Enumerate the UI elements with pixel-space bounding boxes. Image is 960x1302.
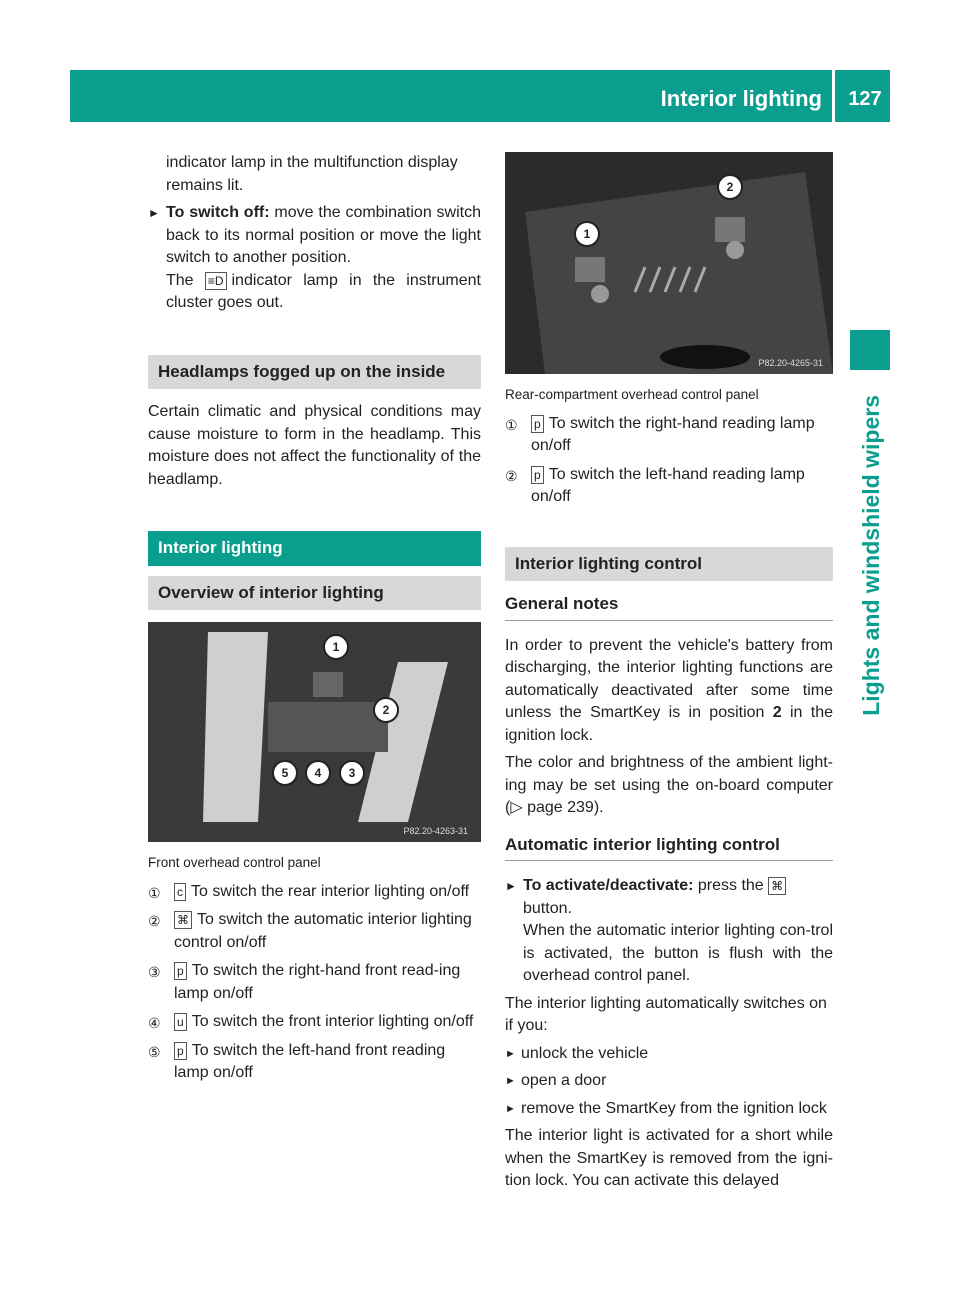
svg-text:1: 1: [583, 227, 591, 241]
legend-item: ⑤ p To switch the left-hand front reading lamp on/off: [148, 1041, 446, 1081]
front-light-icon: u: [174, 1013, 187, 1031]
section-heading: Interior lighting: [148, 531, 481, 566]
intro-line: indicator lamp in the multifunction display remains lit.: [166, 154, 458, 194]
reading-lamp-icon: p: [174, 1042, 187, 1060]
photo-ref: P82.20-4265-31: [758, 358, 823, 368]
right-column: [505, 152, 833, 1198]
svg-text:5: 5: [281, 766, 289, 780]
photo-caption: Front overhead control panel: [148, 855, 321, 870]
reading-lamp-icon: p: [531, 466, 544, 484]
legend-item: ③ p To switch the right-hand front read-ing lamp on/off: [148, 962, 461, 1002]
side-tab: [850, 395, 890, 795]
page-number: 127: [848, 88, 882, 110]
svg-text:1: 1: [332, 640, 340, 654]
ambient-text: The color and brightness of the ambient light-ing may be set using the on-board computer (▷ page 239).: [505, 754, 833, 816]
rear-panel-photo: [505, 152, 833, 374]
step-arrow-icon: ►: [505, 879, 517, 893]
reading-lamp-icon: p: [531, 415, 544, 433]
list-item: ► open a door: [505, 1072, 607, 1089]
photo-ref: P82.20-4263-31: [403, 826, 468, 836]
svg-text:2: 2: [726, 180, 734, 194]
auto-heading: Automatic interior lighting control: [505, 834, 833, 862]
page-title: Interior lighting: [660, 86, 822, 111]
reading-lamp-icon: p: [174, 962, 187, 980]
control-heading: Interior lighting control: [505, 547, 833, 582]
legend-item: ② ⌘ To switch the automatic interior lighting control on/off: [148, 911, 472, 951]
general-heading: General notes: [505, 593, 833, 621]
svg-text:4: 4: [314, 766, 322, 780]
side-tab-label: Lights and windshield wipers: [858, 395, 884, 716]
fog-text: Certain climatic and physical conditions may cause moisture to form in the headlamp. This moisture does not affect the functionality of the headlamp.: [148, 403, 481, 488]
photo-caption: Rear-compartment overhead control panel: [505, 387, 759, 402]
list-item: ► unlock the vehicle: [505, 1044, 649, 1062]
header-divider: [832, 70, 835, 122]
legend-item: ② p To switch the left-hand reading lamp on/off: [505, 465, 805, 505]
side-tab-marker: [850, 330, 890, 370]
legend-item: ④ u To switch the front interior lighting on/off: [148, 1013, 474, 1031]
auto-light-icon: ⌘: [174, 911, 192, 929]
overview-heading: Overview of interior lighting: [148, 576, 481, 611]
left-column: [148, 152, 481, 1091]
auto-light-icon: ⌘: [768, 877, 786, 895]
step-arrow-icon: ►: [148, 206, 160, 220]
svg-text:3: 3: [348, 766, 356, 780]
legend-item: ① p To switch the right-hand reading lamp on/off: [505, 414, 815, 454]
legend-item: ① c To switch the rear interior lighting on/off: [148, 882, 470, 901]
rear-panel-illustration: [505, 152, 833, 374]
svg-text:2: 2: [382, 703, 390, 717]
rear-light-icon: c: [174, 883, 186, 901]
auto-text: The interior lighting automatically switches on if you:: [505, 994, 827, 1034]
fog-heading: Headlamps fogged up on the inside: [148, 355, 481, 390]
front-panel-illustration: [148, 622, 481, 842]
general-notes-text: In order to prevent the vehicle's battery from discharging, the interior lighting functions are automatically deactivated after some time unless the SmartKey is in position 2 in the ignition lock.: [505, 636, 833, 744]
high-beam-indicator-icon: ≡D: [205, 272, 227, 290]
activate-step: ► To activate/deactivate: press the ⌘ button. When the automatic interior lighting con-trol is activated, the button is flush with the overhead control panel.: [505, 877, 833, 984]
list-item: ► remove the SmartKey from the ignition lock: [505, 1099, 827, 1117]
final-text: The interior light is activated for a short while when the SmartKey is removed from the igni-tion lock. You can activate this delayed: [505, 1127, 833, 1189]
front-panel-photo: [148, 622, 481, 842]
switch-off-step: ► To switch off: move the combination switch back to its normal position or move the light switch to another position. The ≡D indicator lamp in the instrument cluster goes out.: [148, 204, 482, 311]
